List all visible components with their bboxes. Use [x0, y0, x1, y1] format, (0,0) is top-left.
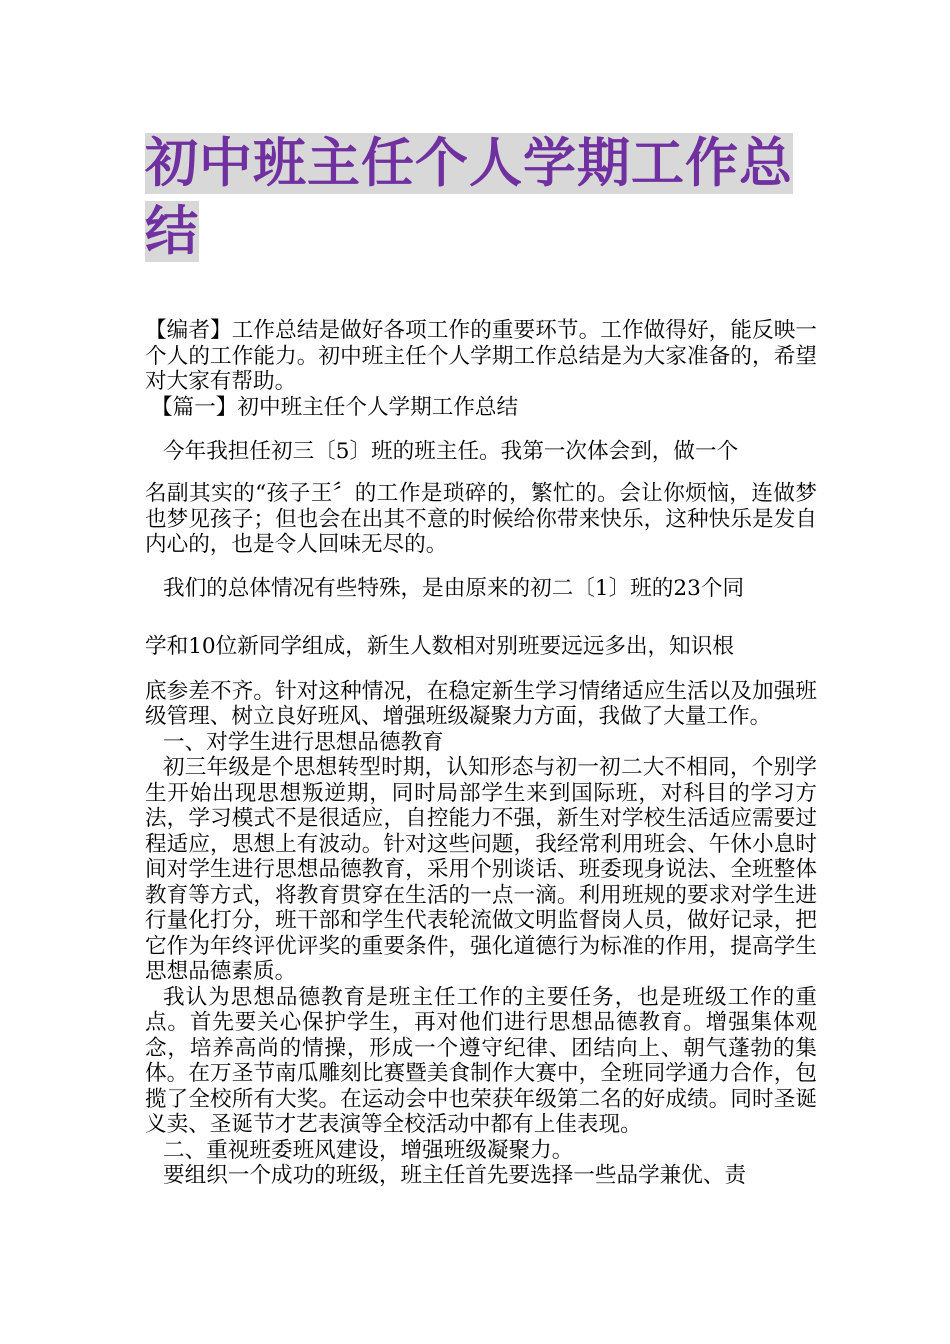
paragraph-1-body: 名副其实的“孩子王〞的工作是琐碎的，繁忙的。会让你烦恼，连做梦也梦见孩子；但也会在出其不意的时候给你带来快乐，这种快乐是发自内心的，也是令人回味无尽的。	[145, 481, 817, 557]
paragraph-5: 要组织一个成功的班级，班主任首先要选择一些品学兼优、责	[163, 1163, 747, 1188]
document-title-text: 初中班主任个人学期工作总结	[145, 133, 793, 262]
document-body	[145, 318, 817, 1189]
heading-1: 一、对学生进行思想品德教育	[163, 729, 444, 755]
paragraph-2-second-line: 学和10位新同学组成，新生人数相对别班要远远多出，知识根	[145, 633, 734, 659]
heading-2: 二、重视班委班风建设，增强班级凝聚力。	[163, 1137, 574, 1163]
section-heading: 【篇一】初中班主任个人学期工作总结	[151, 394, 519, 420]
editor-note: 【编者】工作总结是做好各项工作的重要环节。工作做得好，能反映一个人的工作能力。初中班主任个人学期工作总结是为大家准备的，希望对大家有帮助。	[145, 318, 817, 394]
document-title	[145, 130, 825, 266]
paragraph-4: 我认为思想品德教育是班主任工作的主要任务，也是班级工作的重点。首先要关心保护学生，再对他们进行思想品德教育。增强集体观念，培养高尚的情操，形成一个遵守纪律、团结向上、朝气蓬勃的集体。在万圣节南瓜雕刻比赛暨美食制作大赛中，全班同学通力合作，包揽了全校所有大奖。在运动会中也荣获年级第二名的好成绩。同时圣诞义卖、圣诞节才艺表演等全校活动中都有上佳表现。	[145, 984, 817, 1137]
paragraph-1-first-line: 今年我担任初三〔5〕班的班主任。我第一次体会到，做一个	[163, 439, 739, 464]
paragraph-2-body: 底参差不齐。针对这种情况，在稳定新生学习情绪适应生活以及加强班级管理、树立良好班风、增强班级凝聚力方面，我做了大量工作。	[145, 678, 817, 729]
paragraph-3: 初三年级是个思想转型时期，认知形态与初一初二大不相同，个别学生开始出现思想叛逆期，同时局部学生来到国际班，对科目的学习方法，学习模式不是很适应，自控能力不强，新生对学校生活适应需要过程适应，思想上有波动。针对这些问题，我经常利用班会、午休小息时间对学生进行思想品德教育，采用个别谈话、班委现身说法、全班整体教育等方式，将教育贯穿在生活的一点一滴。利用班规的要求对学生进行量化打分，班干部和学生代表轮流做文明监督岗人员，做好记录，把它作为年终评优评奖的重要条件，强化道德行为标准的作用，提高学生思想品德素质。	[145, 755, 817, 984]
paragraph-2-first-line: 我们的总体情况有些特殊，是由原来的初二〔1〕班的23个同	[163, 575, 745, 601]
